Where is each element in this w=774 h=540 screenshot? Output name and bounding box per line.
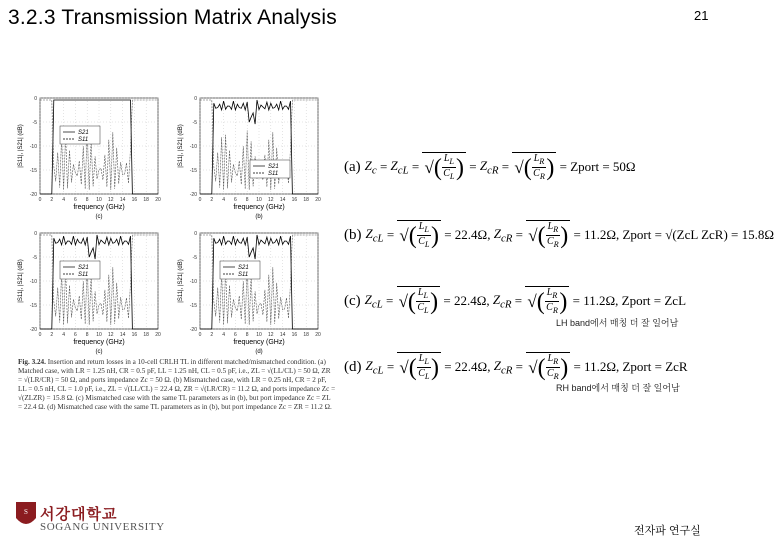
y-tick-label: -15 bbox=[29, 303, 37, 309]
y-tick-label: -10 bbox=[189, 279, 197, 285]
x-tick-label: 6 bbox=[74, 332, 77, 338]
y-tick-label: -5 bbox=[192, 120, 197, 126]
y-tick-label: -5 bbox=[32, 120, 37, 126]
x-tick-label: 14 bbox=[279, 332, 286, 338]
panel-label: (d) bbox=[255, 349, 263, 355]
x-tick-label: 2 bbox=[50, 332, 54, 338]
legend-entry: S21 bbox=[238, 265, 249, 271]
legend-entry: S21 bbox=[78, 130, 89, 136]
x-tick-label: 18 bbox=[303, 197, 309, 203]
x-tick-label: 16 bbox=[131, 332, 138, 338]
x-tick-label: 6 bbox=[234, 332, 237, 338]
y-tick-label: -20 bbox=[29, 192, 37, 198]
x-tick-label: 6 bbox=[74, 197, 77, 203]
equation-c: (c) $Z_{cL}$ = √ ( $\frac{L_L}{C_L}$ ) = 22.4Ω, $Z_{cR}$ = √ ( $\frac{L_R}{C_R}$ ) = 11.2Ω, Zport = ZcL bbox=[344, 287, 687, 315]
x-tick-label: 14 bbox=[119, 332, 126, 338]
figure-caption bbox=[18, 358, 336, 413]
caption-label: Fig. 3.24. bbox=[18, 358, 46, 366]
x-axis-label: frequency (GHz) bbox=[73, 339, 125, 346]
y-axis-label: |S11|, |S21| (dB) bbox=[18, 259, 24, 303]
x-tick-label: 20 bbox=[315, 197, 321, 203]
equation-b-zl: = 22.4Ω, bbox=[444, 227, 491, 242]
y-axis-label: |S11|, |S21| (dB) bbox=[178, 259, 184, 303]
x-tick-label: 12 bbox=[268, 332, 274, 338]
legend-entry: S21 bbox=[78, 265, 89, 271]
x-tick-label: 18 bbox=[303, 332, 309, 338]
x-tick-label: 12 bbox=[268, 197, 274, 203]
plot-panel-d bbox=[174, 223, 329, 355]
plot-panel-b bbox=[174, 88, 329, 220]
x-tick-label: 4 bbox=[62, 332, 65, 338]
x-tick-label: 0 bbox=[38, 197, 42, 203]
x-tick-label: 8 bbox=[85, 197, 89, 203]
x-tick-label: 16 bbox=[291, 197, 298, 203]
equation-a: (a) $Z_c$ = $Z_{cL}$ = √ ( $\frac{L_L}{C_L}$ ) = $Z_{cR}$ = √ ( $\frac{L_R}{C_R}$ ) = Zport = 50Ω bbox=[344, 153, 636, 181]
x-tick-label: 0 bbox=[198, 197, 202, 203]
y-axis-label: |S11|, |S21| (dB) bbox=[18, 124, 24, 168]
x-tick-label: 20 bbox=[315, 332, 321, 338]
y-tick-label: 0 bbox=[34, 96, 37, 102]
equation-c-label: (c) bbox=[344, 292, 361, 309]
x-tick-label: 20 bbox=[155, 197, 161, 203]
x-tick-label: 20 bbox=[155, 332, 161, 338]
equation-c-zr: = 11.2Ω, bbox=[572, 293, 619, 308]
x-tick-label: 14 bbox=[279, 197, 286, 203]
equation-b-label: (b) bbox=[344, 226, 362, 243]
x-tick-label: 12 bbox=[108, 332, 114, 338]
x-tick-label: 16 bbox=[291, 332, 298, 338]
y-tick-label: 0 bbox=[194, 231, 197, 237]
x-tick-label: 12 bbox=[108, 197, 114, 203]
x-tick-label: 4 bbox=[222, 197, 225, 203]
slide-title: 3.2.3 Transmission Matrix Analysis bbox=[8, 6, 337, 29]
x-tick-label: 2 bbox=[50, 197, 54, 203]
x-tick-label: 8 bbox=[245, 332, 249, 338]
legend-entry: S11 bbox=[268, 171, 279, 177]
x-axis-label: frequency (GHz) bbox=[233, 339, 285, 346]
x-tick-label: 18 bbox=[143, 197, 149, 203]
x-tick-label: 18 bbox=[143, 332, 149, 338]
x-tick-label: 8 bbox=[245, 197, 249, 203]
x-tick-label: 4 bbox=[222, 332, 225, 338]
plot-panel-c bbox=[14, 223, 169, 355]
note-d: RH band에서 매칭 더 잘 일어남 bbox=[556, 383, 680, 393]
equation-d-port: Zport = ZcR bbox=[622, 359, 688, 374]
panel-label: (c) bbox=[95, 214, 103, 220]
x-tick-label: 2 bbox=[210, 332, 214, 338]
equation-c-port: Zport = ZcL bbox=[621, 293, 687, 308]
x-tick-label: 10 bbox=[96, 332, 102, 338]
panel-label: (b) bbox=[255, 214, 263, 220]
university-name-english: SOGANG UNIVERSITY bbox=[40, 521, 165, 533]
y-tick-label: -15 bbox=[29, 168, 37, 174]
legend-entry: S11 bbox=[78, 272, 89, 278]
y-tick-label: -10 bbox=[29, 144, 37, 150]
y-tick-label: -10 bbox=[29, 279, 37, 285]
equation-b: (b) $Z_{cL}$ = √ ( $\frac{L_L}{C_L}$ ) = 22.4Ω, $Z_{cR}$ = √ ( $\frac{L_R}{C_R}$ ) = 11.2Ω, Zport = √(ZcL ZcR) = 15.8Ω bbox=[344, 221, 774, 249]
y-tick-label: 0 bbox=[194, 96, 197, 102]
equation-d-label: (d) bbox=[344, 358, 362, 375]
equation-d-zr: = 11.2Ω, bbox=[573, 359, 620, 374]
x-tick-label: 14 bbox=[119, 197, 126, 203]
y-tick-label: -20 bbox=[189, 327, 197, 333]
y-tick-label: -5 bbox=[192, 255, 197, 261]
y-tick-label: -15 bbox=[189, 168, 197, 174]
svg-text:S: S bbox=[24, 508, 28, 516]
equation-b-port: Zport = √(ZcL ZcR) = 15.8Ω bbox=[622, 227, 774, 242]
caption-text: Insertion and return losses in a 10-cell CRLH TL in different matched/mismatched condition. (a) Matched case, with LR = 1.25 nH, CR = 0.5 pF, LL = 1.25 nH, CL = 0.5 pF, i.e., ZL = √(LL/CL) = 50 Ω, ZR = √(LR/CR) = 50 Ω, and ports impedance Zc = 50 Ω. (b) Mismatched case, with LR = 0.25 nH, CR = 2 pF, LL = 0.5 nH, CL = 1.0 pF, i.e., ZL = √(LL/CL) = 22.4 Ω, ZR = √(LR/CR) = 11.2 Ω, and ports impedance Zc = √(ZLZR) = 15.8 Ω. (c) Mismatched case with the same TL parameters as in (b), but port impedance Zc = ZL = 22.4 Ω. (d) Mismatched case with the same TL parameters as in (b), but port impedance Zc = ZR = 11.2 Ω. bbox=[18, 358, 336, 412]
university-name-korean: 서강대학교 bbox=[40, 506, 118, 523]
university-seal-icon bbox=[14, 500, 38, 530]
equation-d: (d) $Z_{cL}$ = √ ( $\frac{L_L}{C_L}$ ) = 22.4Ω, $Z_{cR}$ = √ ( $\frac{L_R}{C_R}$ ) = 11.2Ω, Zport = ZcR bbox=[344, 353, 688, 381]
legend-entry: S11 bbox=[238, 272, 249, 278]
x-tick-label: 16 bbox=[131, 197, 138, 203]
x-tick-label: 4 bbox=[62, 197, 65, 203]
x-tick-label: 10 bbox=[96, 197, 102, 203]
lab-name: 전자파 연구실 bbox=[634, 525, 701, 537]
x-tick-label: 8 bbox=[85, 332, 89, 338]
equation-a-label: (a) bbox=[344, 158, 361, 175]
note-c: LH band에서 매칭 더 잘 일어남 bbox=[556, 318, 679, 328]
x-axis-label: frequency (GHz) bbox=[73, 204, 125, 211]
x-tick-label: 0 bbox=[38, 332, 42, 338]
y-tick-label: -20 bbox=[189, 192, 197, 198]
y-tick-label: -10 bbox=[189, 144, 197, 150]
x-tick-label: 0 bbox=[198, 332, 202, 338]
equation-c-zl: = 22.4Ω, bbox=[443, 293, 490, 308]
x-tick-label: 6 bbox=[234, 197, 237, 203]
page-number: 21 bbox=[694, 8, 709, 23]
legend-entry: S21 bbox=[268, 164, 279, 170]
legend-entry: S11 bbox=[78, 137, 89, 143]
equation-a-result: = Zport = 50Ω bbox=[559, 159, 636, 174]
y-tick-label: 0 bbox=[34, 231, 37, 237]
panel-label: (c) bbox=[95, 349, 103, 355]
x-axis-label: frequency (GHz) bbox=[233, 204, 285, 211]
x-tick-label: 2 bbox=[210, 197, 214, 203]
x-tick-label: 10 bbox=[256, 332, 262, 338]
y-axis-label: |S11|, |S21| (dB) bbox=[178, 124, 184, 168]
y-tick-label: -5 bbox=[32, 255, 37, 261]
equation-d-zl: = 22.4Ω, bbox=[444, 359, 491, 374]
equation-b-zr: = 11.2Ω, bbox=[573, 227, 620, 242]
y-tick-label: -20 bbox=[29, 327, 37, 333]
x-tick-label: 10 bbox=[256, 197, 262, 203]
plot-panel-a bbox=[14, 88, 169, 220]
y-tick-label: -15 bbox=[189, 303, 197, 309]
